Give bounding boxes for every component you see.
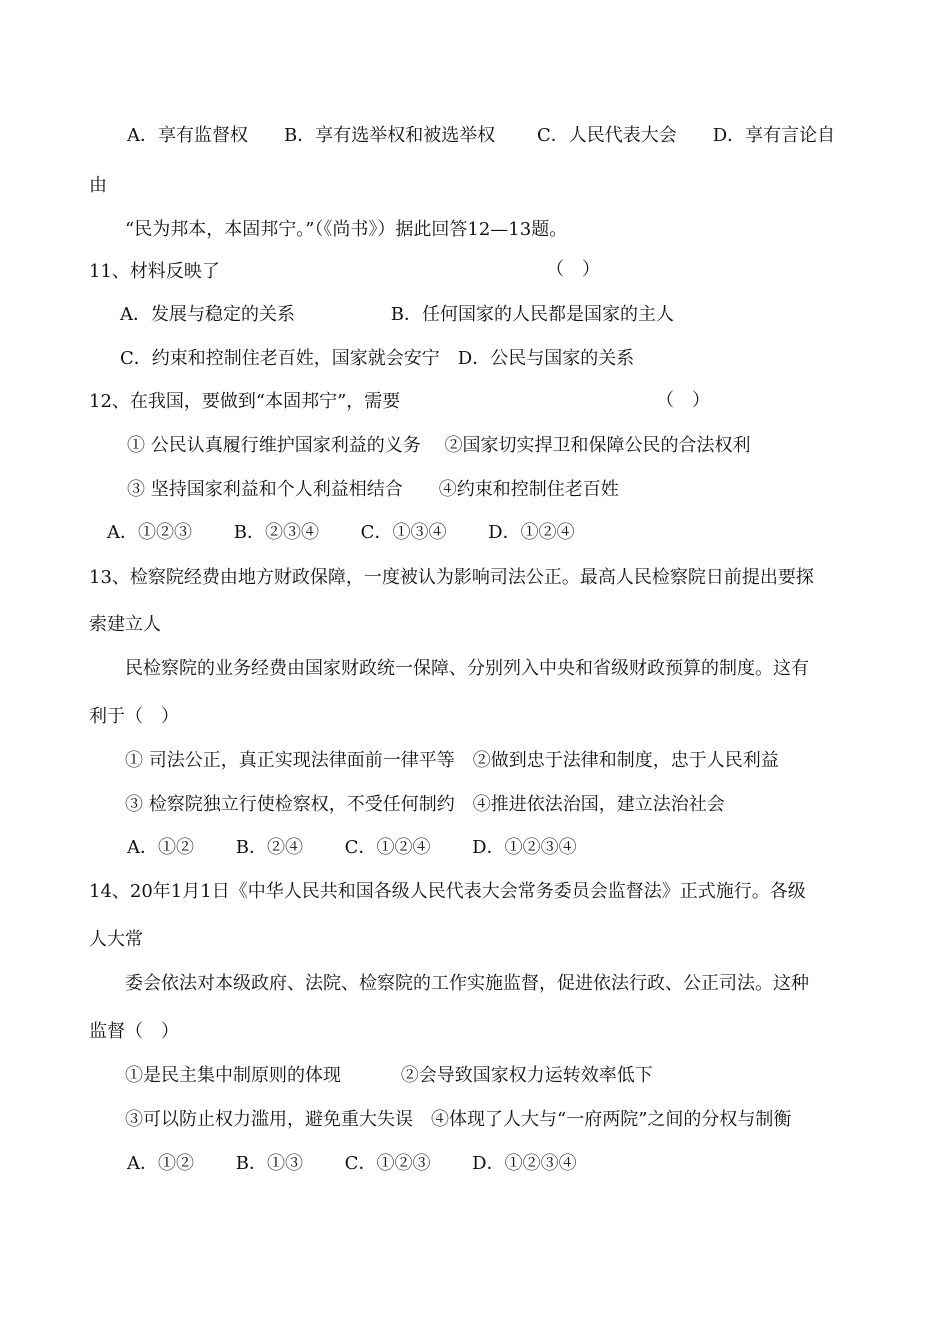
- q13-stem-line4: 利于（ ）: [89, 706, 179, 727]
- q14-options: A．①② B．①③ C．①②③ D．①②③④: [127, 1153, 577, 1174]
- q12-answer-blank: （ ）: [656, 390, 710, 411]
- q14-stem-line1: 14、20年1月1日《中华人民共和国各级人民代表大会常务委员会监督法》正式施行。各级: [89, 881, 806, 902]
- q14-statements-12: ①是民主集中制原则的体现 ②会导致国家权力运转效率低下: [125, 1065, 653, 1086]
- quote-intro: “民为邦本，本固邦宁。”（《尚书》）据此回答12—13题。: [125, 219, 568, 240]
- q14-stem-line4: 监督（ ）: [89, 1021, 179, 1042]
- q11-answer-blank: （ ）: [546, 259, 600, 280]
- q11-options-cd: C．约束和控制住老百姓，国家就会安宁 D．公民与国家的关系: [120, 348, 635, 369]
- q12-options: A．①②③ B．②③④ C．①③④ D．①②④: [107, 522, 575, 543]
- q13-stem-line1: 13、检察院经费由地方财政保障，一度被认为影响司法公正。最高人民检察院日前提出要探: [89, 567, 814, 588]
- q13-stem-line3: 民检察院的业务经费由国家财政统一保障、分别列入中央和省级财政预算的制度。这有: [125, 658, 809, 679]
- q11-stem: 11、材料反映了: [89, 261, 220, 282]
- q14-stem-line3: 委会依法对本级政府、法院、检察院的工作实施监督，促进依法行政、公正司法。这种: [125, 973, 809, 994]
- q13-statements-34: ③ 检察院独立行使检察权，不受任何制约 ④推进依法治国，建立法治社会: [125, 794, 725, 815]
- q12-stem: 12、在我国，要做到“本固邦宁”，需要: [89, 391, 401, 412]
- q14-stem-line2: 人大常: [89, 929, 143, 950]
- q12-statements-12: ① 公民认真履行维护国家利益的义务 ②国家切实捍卫和保障公民的合法权利: [127, 435, 751, 456]
- q13-stem-line2: 索建立人: [89, 614, 161, 635]
- q14-statements-34: ③可以防止权力滥用，避免重大失误 ④体现了人大与“一府两院”之间的分权与制衡: [125, 1109, 792, 1130]
- q13-statements-12: ① 司法公正，真正实现法律面前一律平等 ②做到忠于法律和制度，忠于人民利益: [125, 750, 779, 771]
- q10-options-line1: A．享有监督权 B．享有选举权和被选举权 C．人民代表大会 D．享有言论自: [127, 125, 836, 146]
- q13-options: A．①② B．②④ C．①②④ D．①②③④: [127, 837, 577, 858]
- q10-options-line2: 由: [89, 175, 107, 196]
- q11-options-ab: A．发展与稳定的关系 B．任何国家的人民都是国家的主人: [120, 304, 674, 325]
- q12-statements-34: ③ 坚持国家利益和个人利益相结合 ④约束和控制住老百姓: [127, 479, 619, 500]
